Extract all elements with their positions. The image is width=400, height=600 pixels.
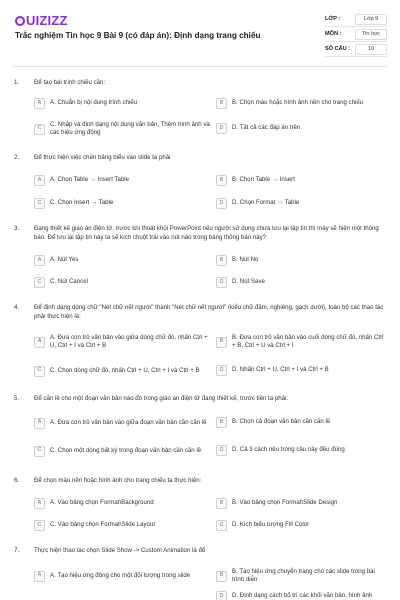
option-d[interactable]: [216, 121, 388, 136]
option-letter: D: [216, 445, 227, 456]
question-text: Để tạo bài trình chiếu cần:: [34, 79, 106, 86]
option-b[interactable]: [216, 253, 388, 268]
option-text: A. Tạo hiệu ứng động cho một đối tượng trong slide: [50, 571, 191, 579]
option-letter: D: [216, 520, 227, 531]
worksheet-header: [0, 0, 400, 68]
option-c[interactable]: [34, 118, 212, 140]
option-text: C. Chọn Insert → Table: [50, 199, 114, 207]
option-a[interactable]: [34, 96, 212, 111]
option-letter: B: [216, 337, 227, 348]
option-letter: A: [34, 418, 45, 429]
option-letter: C: [34, 366, 45, 377]
option-letter: D: [216, 198, 227, 209]
option-text: D. Nhấn Ctrl + U, Ctrl + I và Ctrl + B: [232, 366, 329, 374]
question-text: Để căn lề cho một đoạn văn bản nào đó trong giáo án điện tử đang thiết kế, trước tiên ta phải:: [34, 395, 289, 402]
meta-value: Tin học: [355, 29, 387, 40]
option-d[interactable]: [216, 275, 388, 290]
option-letter: D: [216, 365, 227, 376]
option-c[interactable]: [34, 196, 212, 211]
option-a[interactable]: [34, 173, 212, 188]
option-letter: B: [216, 498, 227, 509]
option-b[interactable]: [216, 96, 388, 111]
meta-row-class: [325, 12, 387, 27]
option-text: B. Chọn màu hoặc hình ảnh nền cho trang chiếu: [232, 99, 364, 107]
option-text: C. Nút Cancel: [50, 278, 88, 286]
option-letter: B: [216, 98, 227, 109]
option-a[interactable]: [34, 331, 212, 353]
question-number: 3.: [14, 225, 20, 232]
option-letter: B: [216, 417, 227, 428]
option-text: A. Chuẩn bị nội dung trình chiếu: [50, 99, 138, 107]
option-text: B. Chọn Table → Insert: [232, 176, 295, 184]
option-letter: C: [34, 446, 45, 457]
meta-row-count: [325, 42, 387, 57]
question-number: 4.: [14, 304, 20, 311]
question-number: 5.: [14, 395, 20, 402]
option-letter: D: [216, 123, 227, 134]
question-number: 1.: [14, 79, 20, 86]
option-letter: A: [34, 175, 45, 186]
option-text: D. Chọn Format → Table: [232, 199, 300, 207]
option-text: A. Chọn Table → Insert Table: [50, 176, 130, 184]
option-text: A. Nút Yes: [50, 256, 79, 264]
option-text: C. Chọn dòng chữ đó, nhấn Ctrl + U, Ctrl + I và Ctrl + B: [50, 366, 200, 374]
option-text: A. Đưa con trỏ văn bản vào giữa đoạn văn bản cần căn lề: [50, 418, 207, 426]
option-text: C. Chọn một dòng bất kỳ trong đoạn văn bản cần căn lề: [50, 446, 202, 454]
option-d[interactable]: [216, 589, 388, 600]
option-b[interactable]: [216, 415, 388, 430]
option-a[interactable]: [34, 565, 212, 587]
quizizz-logo: [15, 13, 68, 28]
option-letter: A: [34, 571, 45, 582]
option-letter: A: [34, 498, 45, 509]
option-d[interactable]: [216, 518, 388, 533]
logo-q-mark: [15, 16, 25, 26]
meta-value: Lớp 9: [355, 14, 387, 25]
option-letter: A: [34, 255, 45, 266]
option-text: B. Nút No: [232, 256, 259, 264]
option-c[interactable]: [34, 440, 212, 462]
option-letter: C: [34, 124, 45, 135]
question-text: Để định dạng dòng chữ "Nét chữ nết người" thành "Nét chữ nết người" (kiểu chữ đậm, nghiêng, gạch dưới), toàn bộ các thao tác phải thực hiện là:: [34, 304, 384, 320]
logo-text: UIZIZZ: [26, 13, 68, 28]
option-d[interactable]: [216, 196, 388, 211]
option-a[interactable]: [34, 412, 212, 434]
option-text: D. Cả 3 cách nêu trong câu này đều đúng: [232, 446, 345, 454]
meta-label: LỚP :: [325, 16, 341, 22]
option-letter: C: [34, 277, 45, 288]
option-text: D. Kích biểu tượng Fill Color: [232, 521, 310, 529]
option-letter: B: [216, 255, 227, 266]
question-text: Thực hiện thao tác chọn Slide Show -> Custom Animation là để: [34, 547, 206, 554]
option-letter: D: [216, 277, 227, 288]
option-letter: D: [216, 591, 227, 600]
meta-label: SỐ CÂU :: [325, 46, 351, 52]
option-text: A. Đưa con trỏ văn bản vào giữa dòng chữ đó, nhấn Ctrl + U, Ctrl + I và Ctrl + B: [50, 333, 208, 349]
option-d[interactable]: [216, 363, 388, 378]
option-d[interactable]: [216, 443, 388, 458]
question-number: 2.: [14, 154, 20, 161]
option-text: B. Đưa con trỏ văn bản vào cuối dòng chữ đó, nhấn Ctrl + B, Ctrl + U và Ctrl + I: [232, 333, 384, 349]
option-text: C. Nhập và định dạng nội dung văn bản, Thêm hình ảnh và các hiệu ứng động: [50, 120, 210, 136]
worksheet-title: Trắc nghiệm Tin học 9 Bài 9 (có đáp án): Định dạng trang chiếu: [15, 31, 261, 40]
option-text: D. Định dạng cách bố trí các khối văn bản, hình ảnh: [232, 592, 373, 600]
question-number: 6.: [14, 477, 20, 484]
option-c[interactable]: [34, 360, 212, 382]
question-text: Để chọn màu nền hoặc hình ảnh cho trang chiếu ta thực hiện:: [34, 477, 202, 484]
option-b[interactable]: [216, 173, 388, 188]
option-letter: B: [216, 175, 227, 186]
question-number: 7.: [14, 547, 20, 554]
option-b[interactable]: [216, 331, 388, 353]
meta-label: MÔN :: [325, 31, 342, 37]
question-text: Đang thiết kế giáo án điện tử, trước khi thoát khỏi PowerPoint nếu người sử dụng chưa lưu lại tập tin thì máy sẽ hiện một thông báo. Để lưu lại tập tin này ta sẽ kích chuột trái vào nút nào trong bảng thông báo này?: [34, 225, 379, 241]
option-c[interactable]: [34, 275, 212, 290]
option-text: A. Vào bảng chọn Format\Background: [50, 499, 154, 507]
option-text: D. Tất cả các đáp án trên: [232, 124, 301, 132]
option-a[interactable]: [34, 496, 212, 511]
option-b[interactable]: [216, 496, 388, 511]
option-b[interactable]: [216, 565, 388, 587]
option-a[interactable]: [34, 253, 212, 268]
option-letter: C: [34, 520, 45, 531]
question-text: Để thực hiện việc chèn bảng biểu vào slide ta phải: [34, 154, 171, 161]
option-c[interactable]: [34, 518, 212, 533]
worksheet-meta: [325, 12, 387, 57]
option-text: B. Tạo hiệu ứng chuyển trang cho các slide trong bài trình diễn: [232, 567, 375, 583]
header-divider: [12, 66, 388, 67]
option-letter: C: [34, 198, 45, 209]
option-text: B. Chọn cả đoạn văn bản cần căn lề: [232, 418, 331, 426]
option-text: D. Nút Save: [232, 278, 265, 286]
meta-row-subject: [325, 27, 387, 42]
option-text: C. Vào bảng chọn Format\Slide Layout: [50, 521, 156, 529]
option-letter: A: [34, 98, 45, 109]
option-letter: B: [216, 571, 227, 582]
meta-value: 10: [355, 44, 387, 55]
option-letter: A: [34, 337, 45, 348]
option-text: B. Vào bảng chọn Format\Slide Design: [232, 499, 338, 507]
